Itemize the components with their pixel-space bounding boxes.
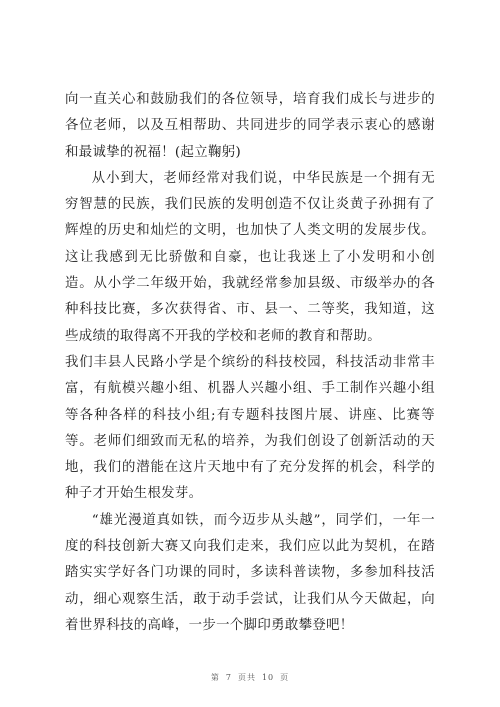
footer-page-label: 页共 <box>237 673 256 682</box>
paragraph-childhood: 从小到大，老师经常对我们说，中华民族是一个拥有无穷智慧的民族，我们民族的发明创造不仅让炎黄子孙拥有了辉煌的历史和灿烂的文明，也加快了人类文明的发展步伐。这让我感到无比骄傲和自豪，也让我迷上了小发明和小创造。从小学二年级开始，我就经常参加县级、市级举办的各种科技比赛，多次获得省、市、县一、二等奖，我知道，这些成绩的取得离不开我的学校和老师的教育和帮助。 <box>65 170 435 344</box>
page-footer <box>0 672 500 683</box>
paragraph-closing: “雄光漫道真如铁，而今迈步从头越”，同学们，一年一度的科技创新大赛又向我们走来，我们应以此为契机，在踏踏实实学好各门功课的同时，多读科普读物，多参加科技活动，细心观察生活，敢于动手尝试，让我们从今天做起，向着世界科技的高峰，一步一个脚印勇敢攀登吧！ <box>65 512 435 633</box>
footer-page-number: 7 <box>225 673 232 682</box>
document-body <box>65 87 435 639</box>
footer-total-pages: 10 <box>261 673 275 682</box>
footer-page-prefix: 第 <box>210 673 220 682</box>
footer-total-suffix: 页 <box>280 673 290 682</box>
paragraph-thanks: 向一直关心和鼓励我们的各位领导，培育我们成长与进步的各位老师，以及互相帮助、共同进步的同学表示衷心的感谢和最诚挚的祝福！(起立鞠躬) <box>65 92 435 160</box>
paragraph-school: 我们丰县人民路小学是个缤纷的科技校园，科技活动非常丰富，有航模兴趣小组、机器人兴趣小组、手工制作兴趣小组等各种各样的科技小组;有专题科技图片展、讲座、比赛等等。老师们细致而无私的培养，为我们创设了创新活动的天地，我们的潜能在这片天地中有了充分发挥的机会，科学的种子才开始生根发芽。 <box>65 354 435 502</box>
